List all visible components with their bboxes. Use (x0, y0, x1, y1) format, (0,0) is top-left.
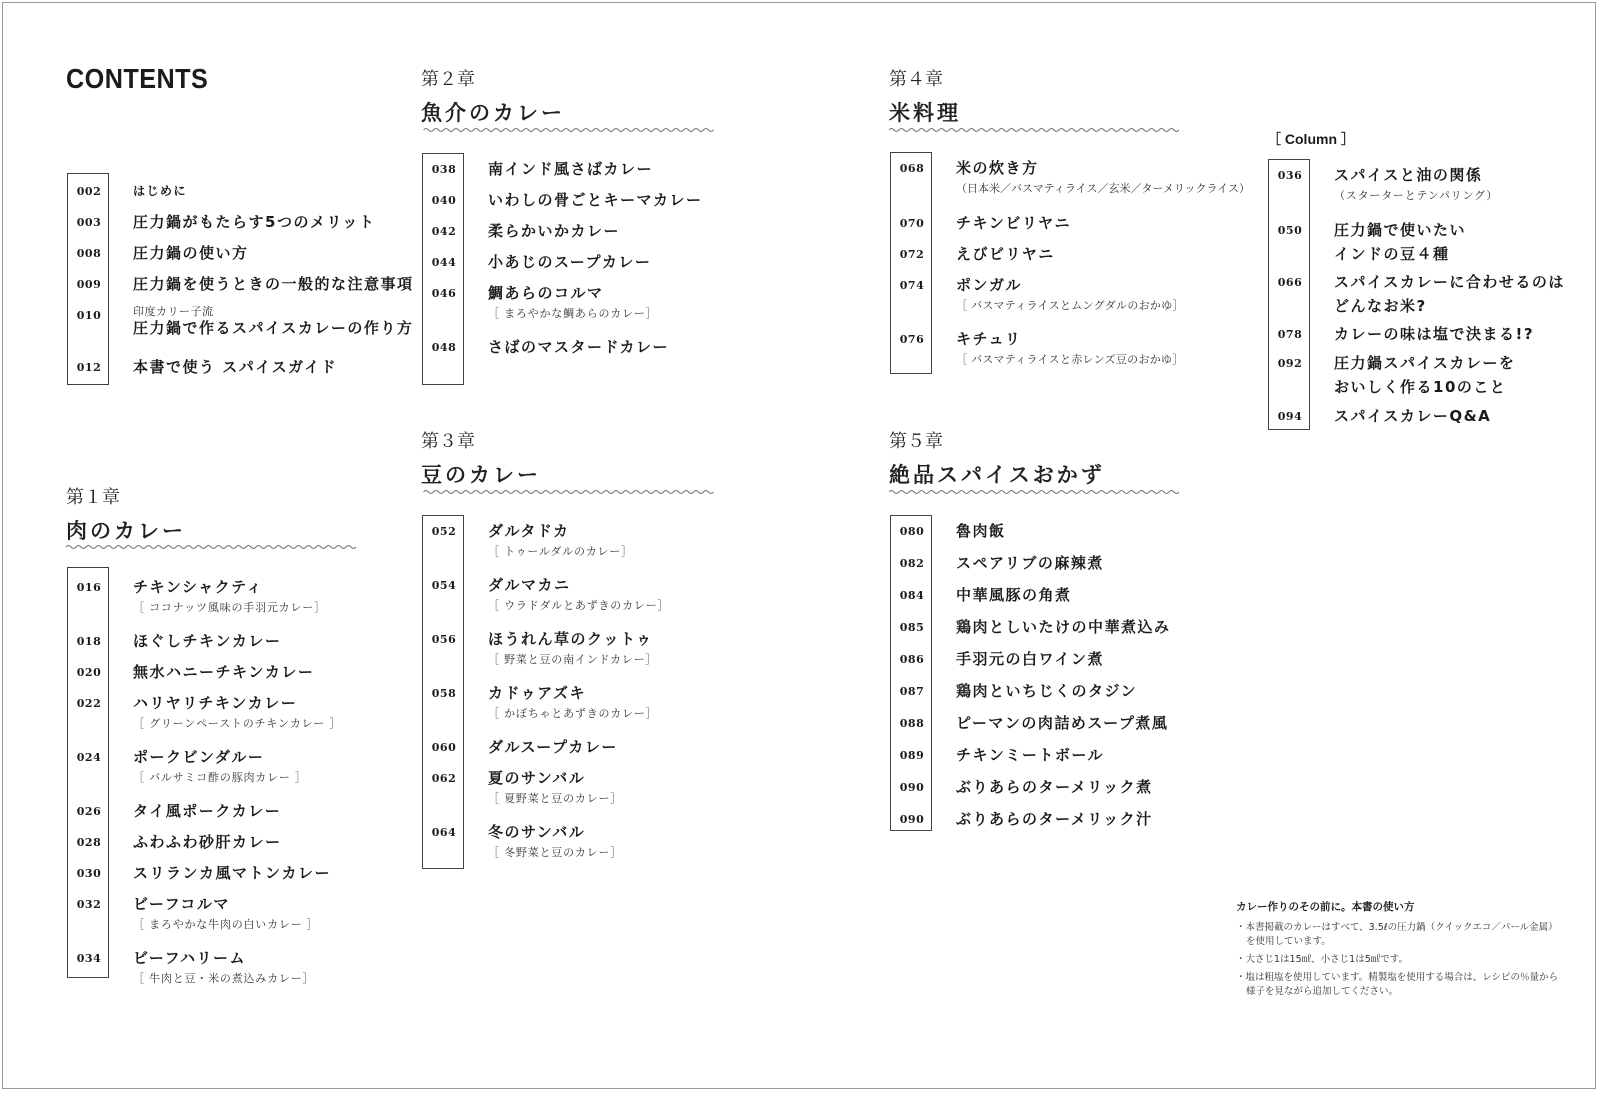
recipe-title: スペアリブの麻辣煮 (956, 554, 1104, 572)
page-number: 070 (899, 217, 925, 230)
chapter-title: 絶品スパイスおかず (889, 463, 1105, 487)
chapter-label: 第２章 (421, 69, 475, 90)
contents-title: CONTENTS (66, 63, 209, 94)
note-item: ・ 塩は粗塩を使用しています。精製塩を使用する場合は、レシピの％量から様子を見ながら追加してください。 (1236, 971, 1566, 999)
recipe-title: えびビリヤニ (956, 245, 1055, 263)
page-number: 080 (899, 525, 925, 538)
recipe-title: ビーフコルマ (133, 895, 230, 913)
recipe-title: ぶりあらのターメリック煮 (956, 778, 1153, 796)
page-number: 085 (899, 621, 925, 634)
recipe-title: 柔らかいかカレー (488, 222, 621, 240)
column-item[interactable] (1269, 324, 1568, 353)
recipe-item[interactable] (68, 894, 397, 948)
page-number: 076 (899, 333, 925, 346)
page-number: 026 (76, 805, 102, 818)
recipe-item[interactable] (891, 713, 1200, 745)
intro-list (67, 173, 414, 385)
recipe-item[interactable] (891, 745, 1200, 777)
chapter-4-list (890, 152, 1250, 374)
page-number: 048 (431, 341, 457, 354)
recipe-item[interactable] (891, 553, 1200, 585)
recipe-title: 夏のサンバル (488, 769, 586, 787)
recipe-item[interactable] (891, 585, 1200, 617)
page-number: 072 (899, 248, 925, 261)
recipe-subtitle: ［ ココナッツ風味の手羽元カレー］ (133, 601, 326, 614)
recipe-title: ほうれん草のクットゥ (488, 630, 653, 648)
recipe-item[interactable] (68, 747, 397, 801)
chapter-5-list (890, 515, 1200, 831)
recipe-subtitle: ［ かぼちゃとあずきのカレー］ (488, 707, 658, 720)
recipe-title: いわしの骨ごとキーマカレー (488, 191, 703, 209)
chapter-label: 第５章 (889, 431, 943, 452)
recipe-item[interactable] (423, 190, 722, 221)
chapter-title: 肉のカレー (66, 519, 186, 543)
intro-item[interactable] (68, 181, 408, 212)
column-subtitle: （スターターとテンパリング） (1334, 189, 1498, 202)
recipe-subtitle: ［ トゥールダルのカレー］ (488, 545, 633, 558)
page-number: 092 (1277, 357, 1303, 370)
usage-notes (1236, 899, 1566, 1003)
recipe-title: 手羽元の白ワイン煮 (956, 650, 1105, 668)
recipe-subtitle: ［ 夏野菜と豆のカレー］ (488, 792, 623, 805)
page-number: 084 (899, 589, 925, 602)
recipe-item[interactable] (423, 521, 722, 575)
recipe-item[interactable] (68, 801, 397, 832)
page-number: 062 (431, 772, 457, 785)
chapter-title: 魚介のカレー (421, 101, 565, 125)
recipe-title: 中華風豚の角煮 (956, 586, 1072, 604)
recipe-title: ハリヤリチキンカレー (133, 694, 298, 712)
entry-title: 本書で使う スパイスガイド (133, 358, 338, 376)
recipe-item[interactable] (423, 822, 722, 867)
recipe-title: さばのマスタードカレー (488, 338, 670, 356)
note-item: ・ 本書掲載のカレーはすべて、3.5ℓの圧力鍋（クイックエコ／パール金属）を使用しています。 (1236, 921, 1566, 949)
recipe-subtitle: ［ バスマティライスと赤レンズ豆のおかゆ］ (956, 353, 1184, 366)
recipe-title: 米の炊き方 (956, 159, 1039, 177)
recipe-item[interactable] (891, 329, 1250, 373)
page-number: 038 (431, 163, 457, 176)
intro-item[interactable] (68, 274, 414, 305)
intro-item[interactable] (68, 212, 408, 243)
page-number: 056 (431, 633, 457, 646)
entry-title: はじめに (133, 184, 188, 198)
recipe-subtitle: ［ まろやかな鯛あらのカレー］ (488, 307, 658, 320)
page-number: 024 (76, 751, 102, 764)
column-title-line2: おいしく作る10のこと (1334, 378, 1507, 396)
page-number: 002 (76, 185, 102, 198)
recipe-subtitle: ［ 冬野菜と豆のカレー］ (488, 846, 623, 859)
recipe-title: チキンミートボール (956, 746, 1105, 764)
page-number: 074 (899, 279, 925, 292)
page-number: 018 (76, 635, 102, 648)
recipe-subtitle: ［ バルサミコ酢の豚肉カレー ］ (133, 771, 307, 784)
recipe-title: ぶりあらのターメリック汁 (956, 810, 1153, 828)
page-number: 016 (76, 581, 102, 594)
page-number: 090 (899, 813, 925, 826)
recipe-title: ダルマカニ (488, 576, 571, 594)
intro-item[interactable] (68, 243, 408, 274)
recipe-item[interactable] (68, 948, 397, 988)
recipe-title: ふわふわ砂肝カレー (133, 833, 282, 851)
page-number: 054 (431, 579, 457, 592)
recipe-item[interactable] (891, 809, 1200, 831)
page-number: 060 (431, 741, 457, 754)
recipe-subtitle: ［ まろやかな牛肉の白いカレー ］ (133, 918, 319, 931)
notes-title: カレー作りのその前に。本書の使い方 (1236, 901, 1415, 913)
recipe-item[interactable] (68, 832, 397, 863)
recipe-item[interactable] (891, 275, 1250, 329)
recipe-item[interactable] (423, 252, 722, 283)
column-item[interactable] (1269, 220, 1568, 272)
page-number: 058 (431, 687, 457, 700)
recipe-title: ほぐしチキンカレー (133, 632, 282, 650)
recipe-item[interactable] (891, 649, 1200, 681)
entry-title: 圧力鍋の使い方 (133, 244, 249, 262)
contents-page (2, 2, 1596, 1089)
intro-item[interactable] (68, 305, 414, 357)
column-item[interactable] (1269, 353, 1568, 406)
recipe-subtitle: ［ バスマティライスとムングダルのおかゆ］ (956, 299, 1184, 312)
page-number: 010 (76, 309, 102, 322)
recipe-title: 小あじのスープカレー (488, 253, 652, 271)
page-number: 036 (1277, 169, 1303, 182)
page-number: 020 (76, 666, 102, 679)
entry-prefix: 印度カリー子流 (133, 305, 214, 318)
page-number: 068 (899, 162, 925, 175)
recipe-title: 冬のサンバル (488, 823, 586, 841)
wavy-divider (889, 489, 1179, 495)
recipe-title: ダルスープカレー (488, 738, 618, 756)
recipe-title: スリランカ風マトンカレー (133, 864, 332, 882)
column-item[interactable] (1269, 272, 1568, 324)
recipe-item[interactable] (891, 521, 1200, 553)
recipe-item[interactable] (423, 683, 722, 737)
page-number: 087 (899, 685, 925, 698)
recipe-subtitle: ［ グリーンペーストのチキンカレー ］ (133, 717, 342, 730)
recipe-subtitle: ［ ウラドダルとあずきのカレー］ (488, 599, 670, 612)
page-number: 086 (899, 653, 925, 666)
recipe-item[interactable] (891, 158, 1250, 213)
column-title: スパイスカレーQ&A (1334, 407, 1492, 425)
recipe-title: 無水ハニーチキンカレー (133, 663, 315, 681)
recipe-item[interactable] (423, 283, 722, 337)
column-title-line2: インドの豆４種 (1334, 245, 1450, 263)
recipe-item[interactable] (68, 662, 397, 693)
page-number: 094 (1277, 410, 1303, 423)
page-number: 046 (431, 287, 457, 300)
column-item[interactable] (1269, 165, 1568, 220)
page-number: 008 (76, 247, 102, 260)
page-number: 078 (1277, 328, 1303, 341)
recipe-title: ポークビンダルー (133, 748, 265, 766)
recipe-title: タイ風ポークカレー (133, 802, 282, 820)
chapter-title: 米料理 (889, 101, 961, 125)
column-item[interactable] (1269, 406, 1568, 428)
recipe-item[interactable] (68, 693, 397, 747)
column-list (1268, 159, 1568, 430)
recipe-item[interactable] (891, 777, 1200, 809)
page-number: 064 (431, 826, 457, 839)
column-label: ［ Column ］ (1267, 131, 1355, 147)
recipe-title: ビーフハリーム (133, 949, 246, 967)
chapter-1-list (67, 567, 397, 985)
recipe-item[interactable] (891, 681, 1200, 713)
recipe-subtitle: （日本米／バスマティライス／玄米／ターメリックライス） (956, 182, 1251, 195)
chapter-2-list (422, 153, 722, 385)
chapter-label: 第３章 (421, 431, 475, 452)
recipe-title: チキンビリヤニ (956, 214, 1072, 232)
page-number: 066 (1277, 276, 1303, 289)
recipe-item[interactable] (423, 629, 722, 683)
wavy-divider (421, 489, 716, 495)
column-title: 圧力鍋で使いたい (1334, 221, 1467, 239)
recipe-title: 鯛あらのコルマ (488, 284, 604, 302)
column-title-line2: どんなお米? (1334, 297, 1427, 315)
chapter-label: 第４章 (889, 69, 943, 90)
recipe-item[interactable] (891, 213, 1250, 244)
wavy-divider (66, 544, 356, 550)
recipe-title: ダルタドカ (488, 522, 570, 540)
recipe-item[interactable] (423, 159, 722, 190)
recipe-title: 南インド風さばカレー (488, 160, 654, 178)
page-number: 088 (899, 717, 925, 730)
note-item: ・ 大さじ1は15㎖、小さじ1は5㎖です。 (1236, 953, 1566, 967)
column-title: 圧力鍋スパイスカレーを (1334, 354, 1516, 372)
entry-title: 圧力鍋を使うときの一般的な注意事項 (133, 275, 414, 293)
column-title: カレーの味は塩で決まる!? (1334, 325, 1535, 343)
page-number: 052 (431, 525, 457, 538)
recipe-item[interactable] (68, 631, 397, 662)
column-title: スパイスカレーに合わせるのは (1334, 273, 1565, 291)
recipe-title: ポンガル (956, 276, 1023, 294)
page-number: 028 (76, 836, 102, 849)
page-number: 009 (76, 278, 102, 291)
recipe-title: カドゥアズキ (488, 684, 587, 702)
recipe-item[interactable] (68, 577, 397, 631)
intro-item[interactable] (68, 357, 408, 379)
page-number: 082 (899, 557, 925, 570)
page-number: 090 (899, 781, 925, 794)
page-number: 034 (76, 952, 102, 965)
recipe-item[interactable] (423, 737, 722, 768)
entry-title: 圧力鍋がもたらす5つのメリット (133, 213, 376, 231)
page-number: 012 (76, 361, 102, 374)
chapter-title: 豆のカレー (421, 463, 541, 487)
recipe-title: 鶏肉としいたけの中華煮込み (956, 618, 1171, 636)
page-number: 089 (899, 749, 925, 762)
chapter-label: 第１章 (66, 487, 120, 508)
wavy-divider (889, 127, 1179, 133)
recipe-item[interactable] (423, 221, 722, 252)
recipe-item[interactable] (423, 337, 722, 367)
recipe-item[interactable] (68, 863, 397, 894)
recipe-item[interactable] (423, 768, 722, 822)
entry-title: 圧力鍋で作るスパイスカレーの作り方 (133, 319, 414, 337)
recipe-item[interactable] (423, 575, 722, 629)
page-number: 003 (76, 216, 102, 229)
chapter-3-list (422, 515, 722, 869)
page-number: 042 (431, 225, 457, 238)
recipe-title: キチュリ (956, 330, 1022, 348)
recipe-title: 鶏肉といちじくのタジン (956, 682, 1138, 700)
recipe-subtitle: ［ 野菜と豆の南インドカレー］ (488, 653, 658, 666)
page-number: 040 (431, 194, 457, 207)
recipe-title: 魯肉飯 (956, 522, 1006, 540)
recipe-item[interactable] (891, 244, 1250, 275)
recipe-title: チキンシャクティ (133, 578, 263, 596)
page-number: 044 (431, 256, 457, 269)
page-number: 022 (76, 697, 102, 710)
page-number: 030 (76, 867, 102, 880)
recipe-item[interactable] (891, 617, 1200, 649)
page-number: 032 (76, 898, 102, 911)
column-title: スパイスと油の関係 (1334, 166, 1483, 184)
recipe-subtitle: ［ 牛肉と豆・米の煮込みカレー］ (133, 972, 315, 985)
page-number: 050 (1277, 224, 1303, 237)
wavy-divider (421, 127, 716, 133)
recipe-title: ピーマンの肉詰めスープ煮風 (956, 714, 1169, 732)
